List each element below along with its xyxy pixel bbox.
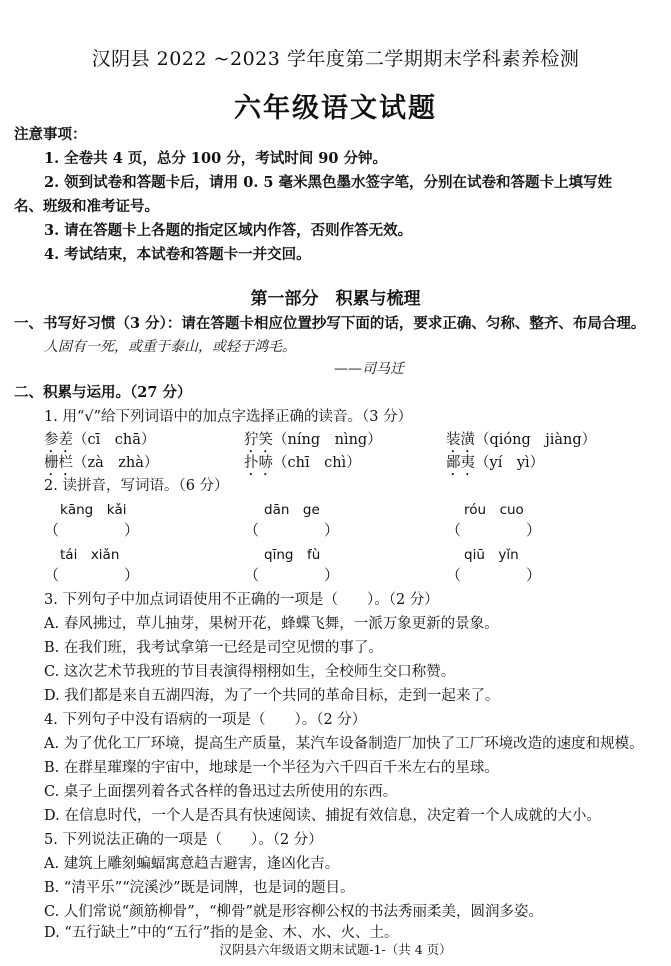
q2-4-option-d: D. 在信息时代，一个人是否具有快速阅读、捕捉有效信息，决定着一个人成就的大小。 <box>44 808 601 824</box>
answer-paren-right: ） <box>324 521 340 539</box>
q2-1-options: （zà zhà） <box>73 455 159 471</box>
q2-4-option-a: A. 为了优化工厂环境，提高生产质量，某汽车设备制造厂加快了工厂环境改造的速度和规模。 <box>44 736 644 752</box>
q2-2-stem: 2. 读拼音，写词语。（6 分） <box>44 478 229 494</box>
part1-title: 第一部分 积累与梳理 <box>250 289 421 309</box>
q2-1-options: （níng nìng） <box>273 432 382 448</box>
pinyin-label: qiū yǐn <box>464 547 519 563</box>
q2-5-option-c: C. 人们常说“颜筋柳骨”，“柳骨”就是形容柳公权的书法秀丽柔美，圆润多姿。 <box>44 904 543 920</box>
q1-label: 一、书写好习惯（3 分）：请在答题卡相应位置抄写下面的话，要求正确、匀称、整齐、布局合理。 <box>14 315 646 332</box>
q2-4-stem: 4. 下列句子中没有语病的一项是（ ）。（2 分） <box>44 712 367 728</box>
q2-1-word: 参差 <box>44 432 73 448</box>
answer-paren-right: ） <box>526 566 542 584</box>
q2-label: 二、积累与运用。（27 分） <box>14 384 192 401</box>
q2-1-options: （qióng jiàng） <box>475 432 597 448</box>
q2-4-option-c: C. 桌子上面摆列着各式各样的鲁迅过去所使用的东西。 <box>44 784 398 800</box>
q2-3-option-c: C. 这次艺术节我班的节目表演得栩栩如生，全校师生交口称赞。 <box>44 664 456 680</box>
q2-5-option-d: D. “五行缺土”中的“五行”指的是金、木、水、火、土。 <box>44 925 399 941</box>
answer-paren-left: （ <box>244 566 260 584</box>
answer-paren-right: ） <box>526 521 542 539</box>
notes-heading: 注意事项： <box>14 126 87 143</box>
q2-1-word: 鄙夷 <box>446 455 475 471</box>
answer-paren-left: （ <box>44 521 60 539</box>
q2-3-option-b: B. 在我们班，我考试拿第一已经是司空见惯的事了。 <box>44 640 383 656</box>
q2-1-options: （yí yì） <box>475 455 545 471</box>
pinyin-label: tái xiǎn <box>60 547 120 563</box>
pinyin-label: róu cuo <box>464 502 524 518</box>
q2-3-option-d: D. 我们都是来自五湖四海，为了一个共同的革命目标，走到一起来了。 <box>44 688 500 704</box>
q2-1-item <box>244 451 361 479</box>
answer-paren-right: ） <box>124 566 140 584</box>
note-item-1: 1. 全卷共 4 页，总分 100 分，考试时间 90 分钟。 <box>44 150 388 167</box>
q1-quote: 人固有一死，或重于泰山，或轻于鸿毛。 <box>44 339 296 355</box>
q2-1-options: （cī chā） <box>73 432 156 448</box>
q2-3-option-a: A. 春风拂过，草儿抽芽，果树开花，蜂蝶飞舞，一派万象更新的景象。 <box>44 616 499 632</box>
answer-paren-right: ） <box>324 566 340 584</box>
q2-1-options: （chī chì） <box>273 455 361 471</box>
q1-author: ——司马迁 <box>334 361 404 377</box>
exam-title-line1: 汉阴县 2022 ~2023 学年度第二学期期末学科素养检测 <box>91 48 580 70</box>
pinyin-label: dān ge <box>264 502 320 518</box>
q2-5-option-b: B. “清平乐”“浣溪沙”既是词牌，也是词的题目。 <box>44 880 355 896</box>
answer-paren-right: ） <box>124 521 140 539</box>
q2-1-word: 装潢 <box>446 432 475 448</box>
pinyin-label: qīng fù <box>264 547 321 563</box>
note-item-3: 3. 请在答题卡上各题的指定区域内作答，否则作答无效。 <box>44 222 413 239</box>
note-item-4: 4. 考试结束，本试卷和答题卡一并交回。 <box>44 246 311 263</box>
q2-1-word: 狞笑 <box>244 432 273 448</box>
q2-3-stem: 3. 下列句子中加点词语使用不正确的一项是（ ）。（2 分） <box>44 592 439 608</box>
page-footer: 汉阴县六年级语文期末试题-1-（共 4 页） <box>219 942 452 957</box>
q2-4-option-b: B. 在群星璀璨的宇宙中，地球是一个半径为六千四百千米左右的星球。 <box>44 760 499 776</box>
q2-5-stem: 5. 下列说法正确的一项是（ ）。（2 分） <box>44 832 323 848</box>
q2-1-stem: 1. 用“√”给下列词语中的加点字选择正确的读音。（3 分） <box>44 409 413 425</box>
q2-1-item <box>446 451 544 479</box>
pinyin-label: kāng kǎi <box>60 502 127 518</box>
note-item-2: 2. 领到试卷和答题卡后，请用 0. 5 毫米黑色墨水签字笔，分别在试卷和答题卡上填写姓 <box>44 174 613 191</box>
exam-title-line2: 六年级语文试题 <box>234 93 437 124</box>
answer-paren-left: （ <box>244 521 260 539</box>
note-item-2-cont: 名、班级和准考证号。 <box>14 198 159 215</box>
answer-paren-left: （ <box>44 566 60 584</box>
q2-1-word: 栅栏 <box>44 455 73 471</box>
q2-5-option-a: A. 建筑上雕刻蝙蝠寓意趋吉避害，逢凶化吉。 <box>44 856 340 872</box>
answer-paren-left: （ <box>446 521 462 539</box>
q2-1-word: 扑哧 <box>244 455 273 471</box>
answer-paren-left: （ <box>446 566 462 584</box>
